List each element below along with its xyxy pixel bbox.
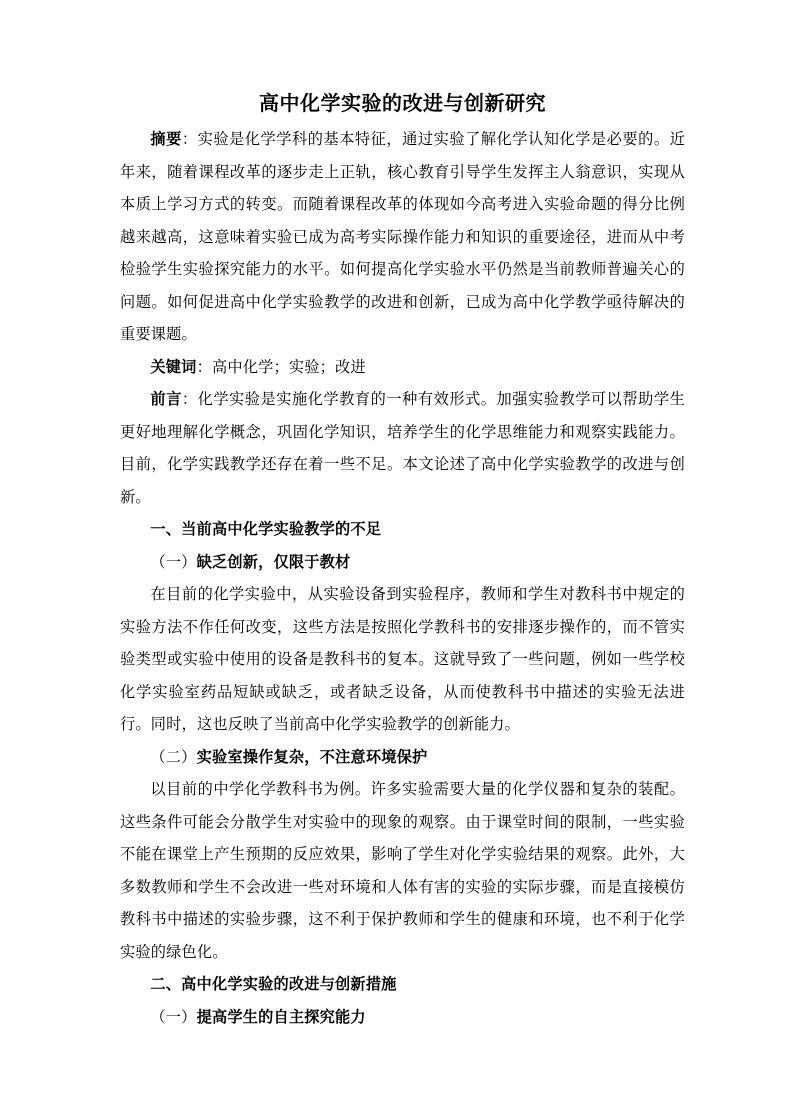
document-title: 高中化学实验的改进与创新研究 (259, 91, 546, 115)
keywords-label: 关键词 (150, 357, 197, 376)
keywords-separator: ： (196, 357, 212, 376)
preface-separator: ： (181, 390, 198, 408)
section-2-heading: 二、高中化学实验的改进与创新措施 (150, 975, 397, 993)
section-2-1-title: 提高学生的自主探究能力 (196, 1007, 366, 1026)
keywords-text: 高中化学；实验；改进 (211, 357, 366, 376)
section-2-1-heading (120, 1001, 685, 1034)
section-1-1-heading (120, 546, 685, 579)
section-1-2-paragraph: 以目前的中学化学教科书为例。许多实验需要大量的化学仪器和复杂的装配。这些条件可能会分散学生对实验中的现象的观察。由于课堂时间的限制，一些实验不能在课堂上产生预期的反应效果，影响了学生对化学实验结果的观察。此外，大多数教师和学生不会改进一些对环境和人体有害的实验的实际步骤，而是直接模仿教科书中描述的实验步骤，这不利于保护教师和学生的健康和环境，也不利于化学实验的绿色化。 (120, 780, 685, 961)
section-1-heading: 一、当前高中化学实验教学的不足 (150, 520, 382, 538)
preface-paragraph (120, 383, 685, 513)
section-1-1-title: 缺乏创新，仅限于教材 (196, 552, 351, 571)
abstract-text: 实验是化学学科的基本特征，通过实验了解化学认知化学是必要的。近年来，随着课程改革的逐步走上正轨，核心教育引导学生发挥主人翁意识，实现从本质上学习方式的转变。而随着课程改革的体现如今高考进入实验命题的得分比例越来越高，这意味着实验已成为高考实际操作能力和知识的重要途径，进而从中考检验学生实验探究能力的水平。如何提高化学实验水平仍然是当前教师普遍关心的问题。如何促进高中化学实验教学的改进和创新，已成为高中化学教学亟待解决的重要课题。 (120, 130, 685, 343)
section-1-1-paragraph: 在目前的化学实验中，从实验设备到实验程序，教师和学生对教科书中规定的实验方法不作任何改变，这些方法是按照化学教科书的安排逐步操作的，而不管实验类型或实验中使用的设备是教科书的复本。这就导致了一些问题，例如一些学校化学实验室药品短缺或缺乏，或者缺乏设备，从而使教科书中描述的实验无法进行。同时，这也反映了当前高中化学实验教学的创新能力。 (120, 585, 685, 733)
abstract-label: 摘要 (150, 130, 182, 148)
abstract-paragraph (120, 123, 685, 351)
document-page (120, 84, 685, 1033)
section-1-1-number: （一） (150, 552, 197, 571)
section-1-2-heading (120, 741, 685, 774)
abstract-separator: ： (181, 130, 198, 148)
preface-label: 前言 (150, 390, 182, 408)
preface-text: 化学实验是实施化学教育的一种有效形式。加强实验教学可以帮助学生更好地理解化学概念，巩固化学知识，培养学生的化学思维能力和观察实践能力。目前，化学实践教学还存在着一些不足。本文论述了高中化学实验教学的改进与创新。 (120, 390, 685, 506)
section-1-2-title: 实验室操作复杂，不注意环境保护 (196, 747, 428, 766)
section-2-1-number: （一） (150, 1007, 197, 1026)
section-1-2-number: （二） (150, 747, 197, 766)
keywords-paragraph (120, 351, 685, 384)
